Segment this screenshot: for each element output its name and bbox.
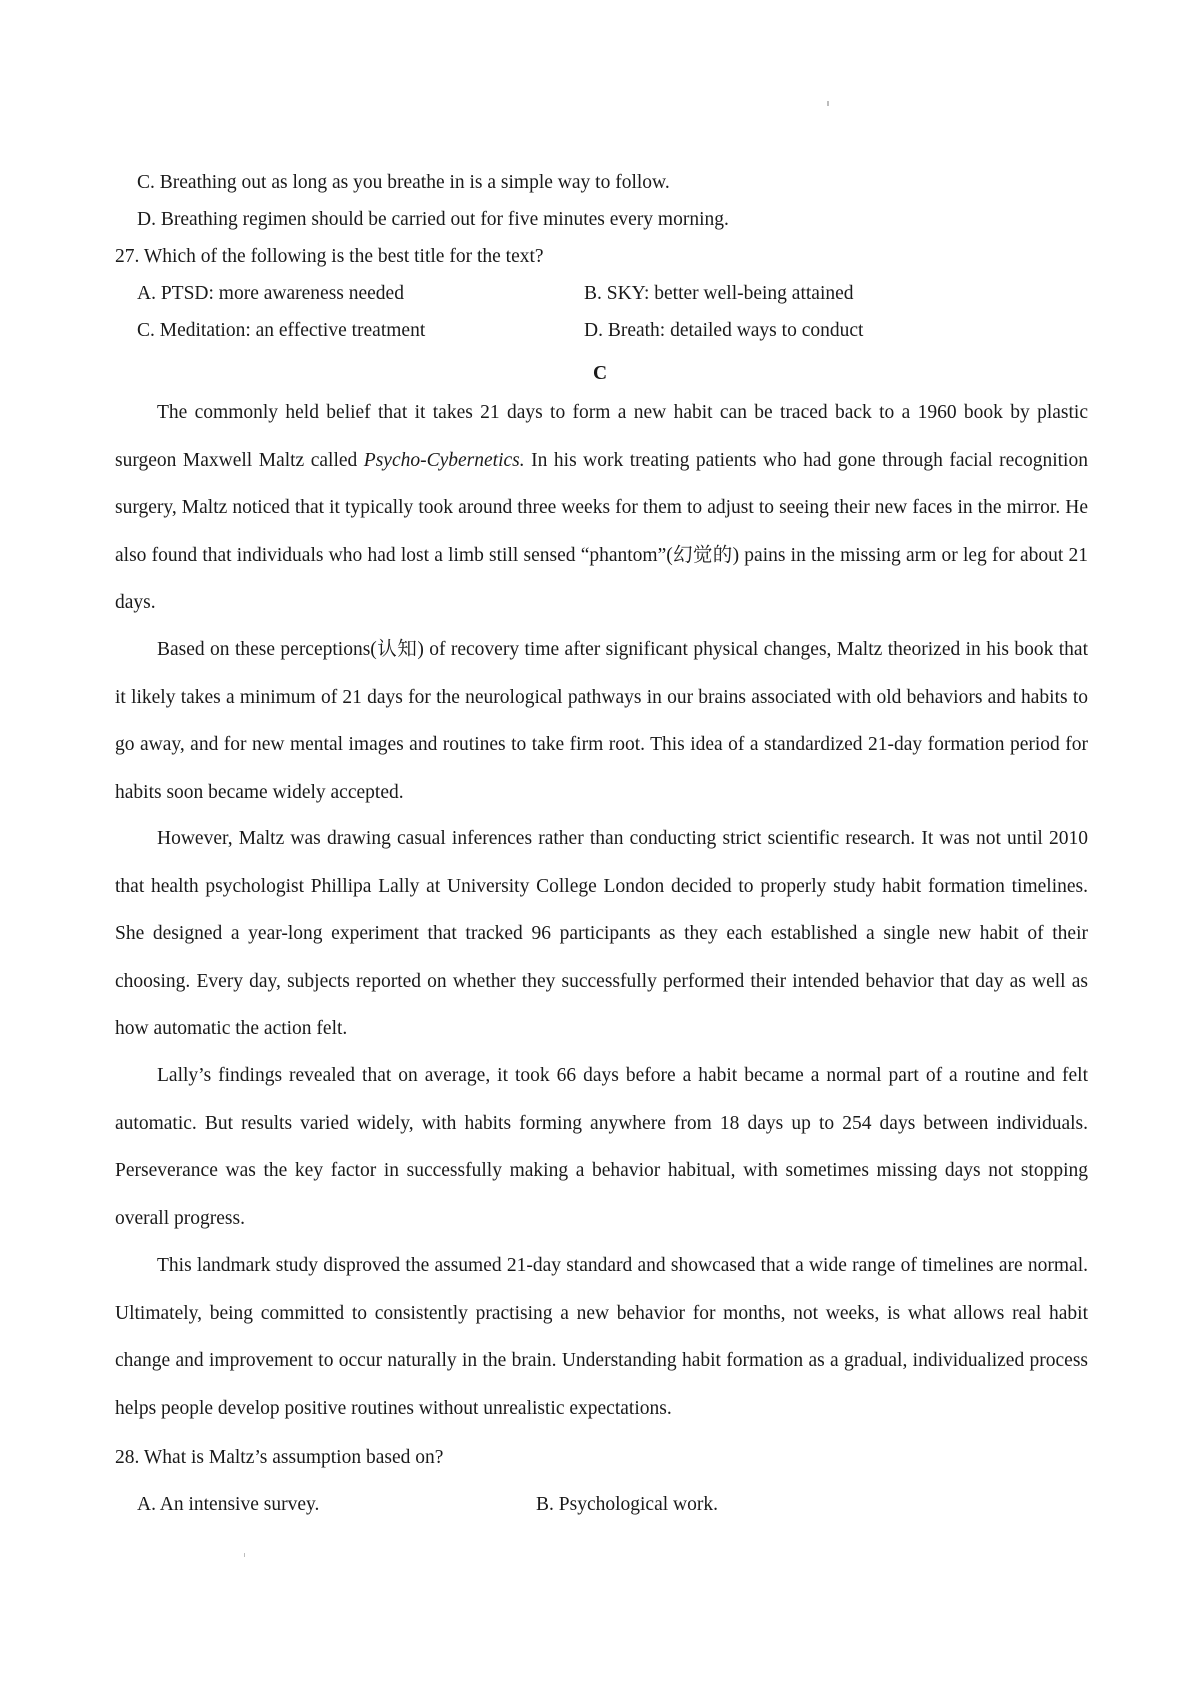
q26-option-c: C. Breathing out as long as you breathe in is a simple way to follow. (137, 172, 670, 193)
q27-option-d: D. Breath: detailed ways to conduct (584, 320, 864, 341)
passage-paragraph-3: However, Maltz was drawing casual inferences rather than conducting strict scientific research. It was not until 2010 that health psychologist Phillipa Lally at University College London decided to properly study habit formation timelines. She designed a year-long experiment that tracked 96 participants as they each established a single new habit of their choosing. Every day, subjects reported on whether they successfully performed their intended behavior that day as well as how automatic the action felt. (115, 828, 1088, 1039)
q27-option-c: C. Meditation: an effective treatment (137, 320, 426, 341)
q27-option-a: A. PTSD: more awareness needed (137, 283, 404, 304)
scan-mark-bottom (244, 1553, 245, 1557)
passage-paragraph-4: Lally’s findings revealed that on average, it took 66 days before a habit became a normal part of a routine and felt automatic. But results varied widely, with habits forming anywhere from 18 days up to 254 days between individuals. Perseverance was the key factor in successfully making a behavior habitual, with sometimes missing days not stopping overall progress. (115, 1065, 1088, 1229)
q27-option-b: B. SKY: better well-being attained (584, 283, 854, 304)
q27-stem: 27. Which of the following is the best title for the text? (115, 246, 544, 267)
section-heading: C (592, 363, 608, 384)
passage-paragraph-5: This landmark study disproved the assumed 21-day standard and showcased that a wide range of timelines are normal. Ultimately, being committed to consistently practising a new behavior for months, not weeks, is what allows real habit change and improvement to occur naturally in the brain. Understanding habit formation as a gradual, individualized process helps people develop positive routines without unrealistic expectations. (115, 1255, 1088, 1419)
passage-paragraph-2: Based on these perceptions(认知) of recovery time after significant physical changes, Maltz theorized in his book that it likely takes a minimum of 21 days for the neurological pathways in our brains associated with old behaviors and habits to go away, and for new mental images and routines to take firm root. This idea of a standardized 21-day formation period for habits soon became widely accepted. (115, 639, 1088, 803)
p1-text-start: The commonly held belief that it takes 21 days to form a new habit can be traced back to a 1960 book by plastic surgeon Maxwell Maltz called (115, 402, 1088, 471)
book-title: Psycho-Cybernetics. (363, 449, 525, 471)
q28-stem: 28. What is Maltz’s assumption based on? (115, 1447, 444, 1468)
p1-text-end: In his work treating patients who had gone through facial recognition surgery, Maltz noticed that it typically took around three weeks for them to adjust to seeing their new faces in the mirror. He also found that individuals who had lost a limb still sensed “phantom”(幻觉的) pains in the missing arm or leg for about 21 days. (115, 449, 1088, 613)
q28-option-a: A. An intensive survey. (137, 1494, 320, 1515)
q28-option-b: B. Psychological work. (536, 1494, 718, 1515)
scan-mark-top (827, 101, 829, 106)
passage-paragraph-1 (115, 389, 1088, 627)
q26-option-d: D. Breathing regimen should be carried out for five minutes every morning. (137, 209, 729, 230)
